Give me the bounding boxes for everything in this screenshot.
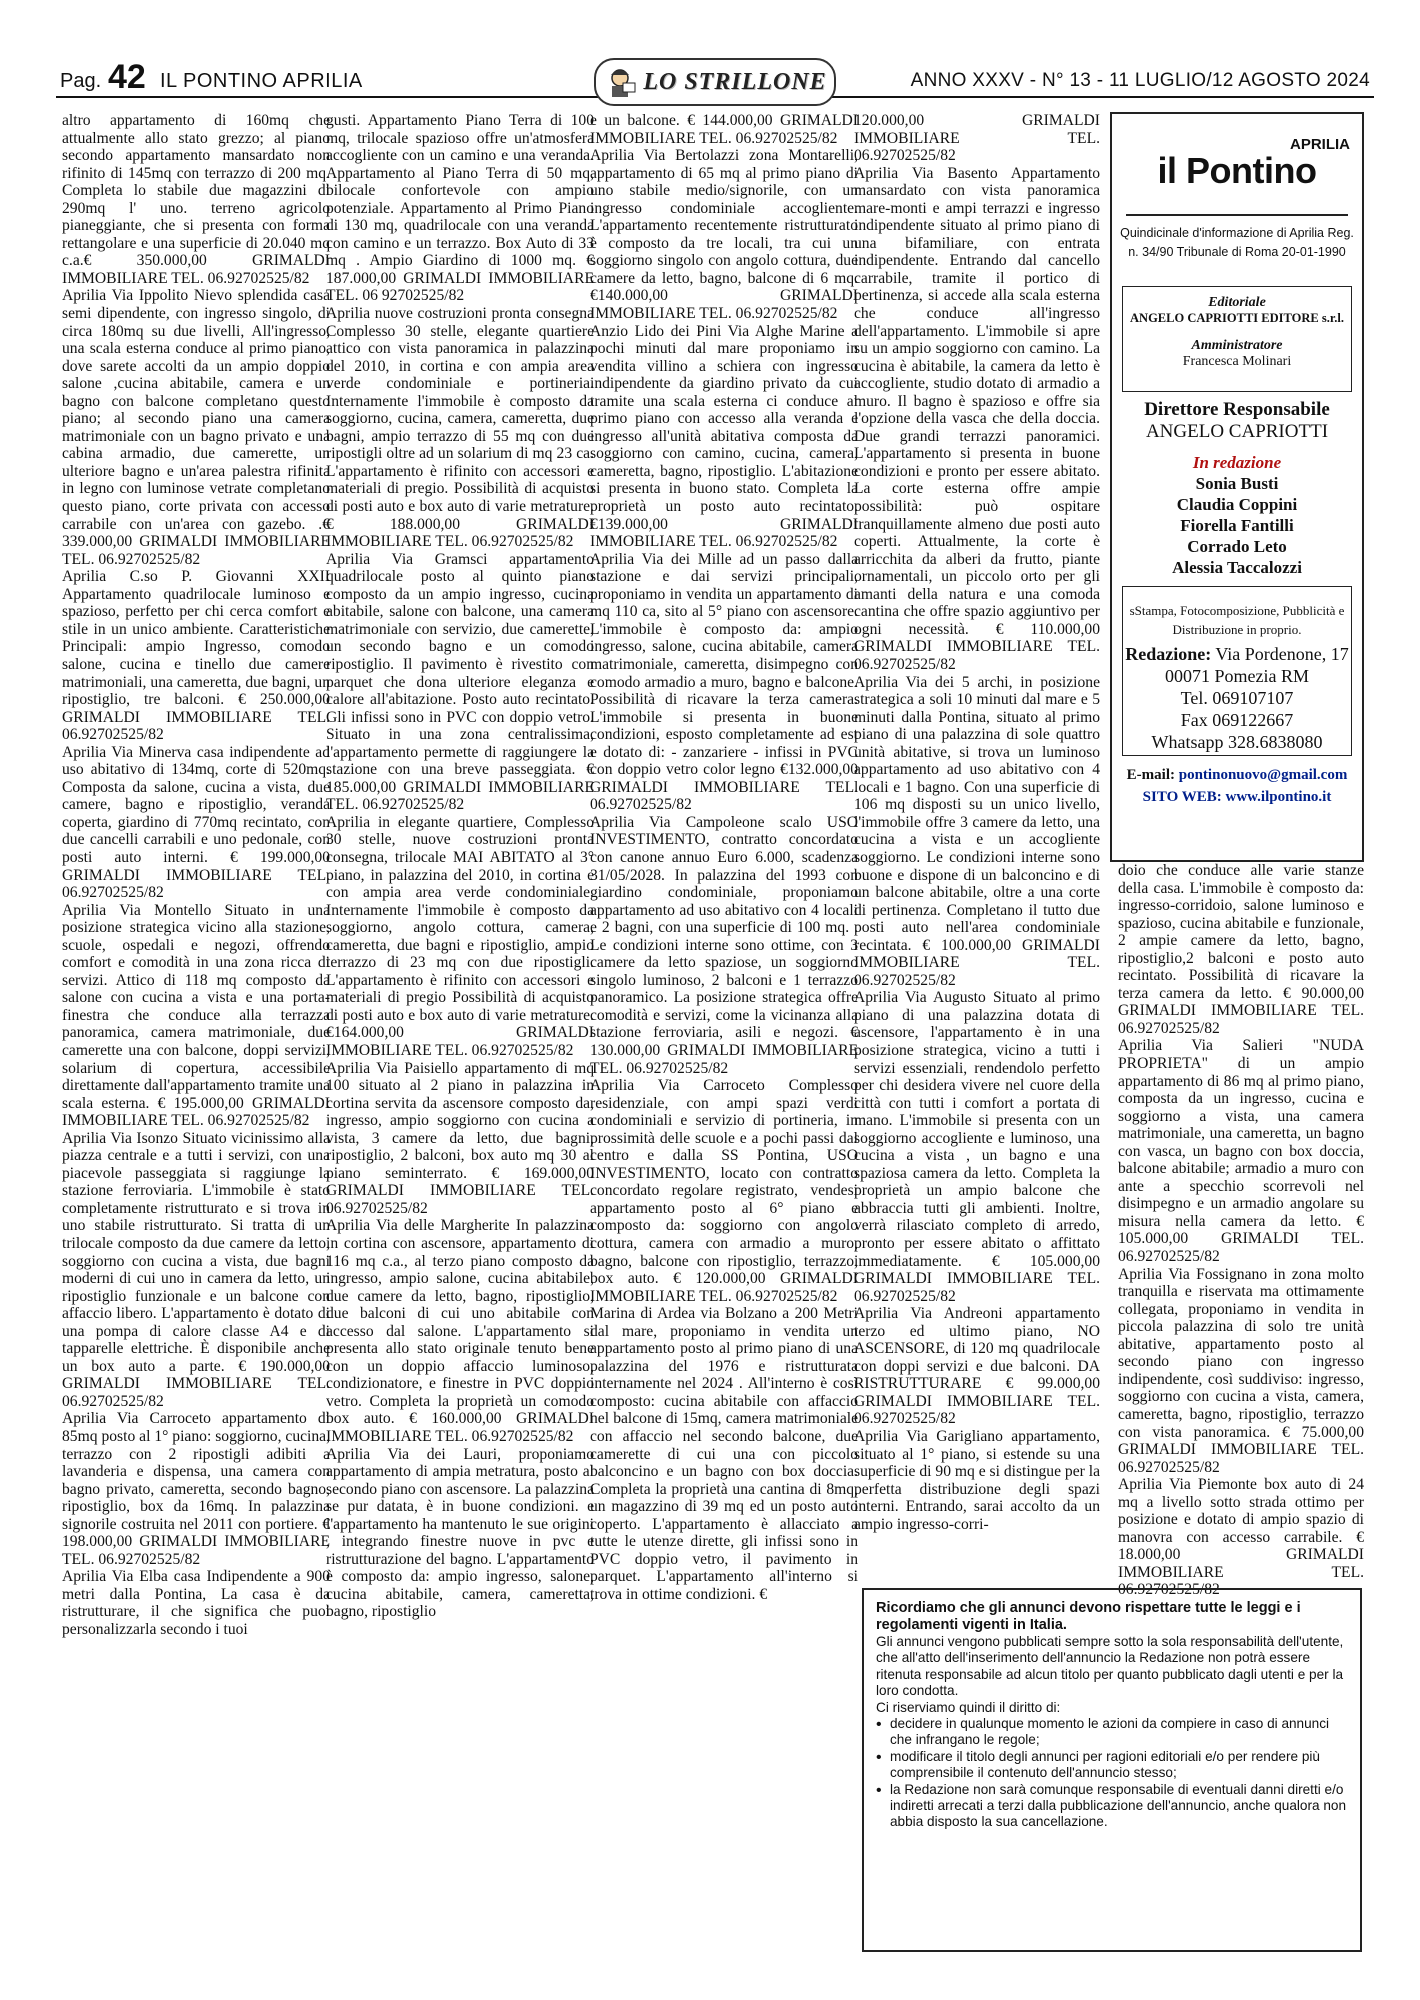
bullet-icon: •: [876, 1781, 882, 1799]
bullet-icon: •: [876, 1716, 882, 1734]
divider: [1126, 214, 1348, 216]
ads-column-1: [62, 112, 330, 1639]
ad-text: Aprilia Via Ippolito Nievo splendida casa semi dipendente, con ingresso singolo, di circa 180mq su due livelli, All'ingresso, una scala esterna conduce al primo piano, dove sarete accolti da un ampio doppio salone ,cucina abitabile, camera e un bagno con balcone completano questo piano; al secondo piano una camera matrimoniale con un bagno privato e una cabina armadio, due camerette, un ulteriore bagno e un'area palestra rifinita in legno con luminose vetrate completano questo piano, corte privata con accesso carrabile con un'area con gazebo. .€ 339.000,00 GRIMALDI IMMOBILIARE TEL. 06.92702525/82: [62, 287, 330, 568]
office-label: Redazione:: [1125, 644, 1212, 664]
staff-member: Sonia Busti: [1195, 474, 1279, 493]
address-line-1: Via Pordenone, 17: [1215, 644, 1349, 664]
director-label: Direttore Responsabile: [1144, 399, 1330, 420]
staff-label: In redazione: [1192, 453, 1282, 472]
staff-member: Corrado Leto: [1187, 537, 1287, 556]
ad-text: Aprilia Via Carroceto Complesso residenziale, con ampi spazi verdi condominiali e servizio di portineria, in prossimità delle scuole e a pochi passi dal centro e dalla SS Pontina, USO INVESTIMENTO, locato con contratto concordato regolare registrato, vendesi appartamento posto al 6° piano e composto da: soggiorno con angolo cottura, camera con armadio a muro, bagno, balcone con ripostiglio, terrazzo, box auto. € 120.000,00 GRIMALDI IMMOBILIARE TEL. 06.92702525/82: [590, 1077, 858, 1305]
director-block: [1112, 399, 1362, 443]
ad-text: Aprilia Via Piemonte box auto di 24 mq a livello sotto strada ottimo per posizione e dotato di ampio spazio di manovra con accesso carrabile. € 18.000,00 GRIMALDI IMMOBILIARE TEL. 06.92702525/82: [1118, 1476, 1364, 1599]
bullet-icon: •: [876, 1748, 882, 1766]
ad-text: Aprilia Via delle Margherite In palazzina in cortina con ascensore, appartamento di 116 mq c.a., al terzo piano composto da ingresso, ampio salone, cucina abitabile, due camere da letto, bagno, ripostiglio, due balconi di cui uno abitabile con accesso dal salone. L'appartamento si presenta allo stato originale tenuto bene con un doppio affaccio luminoso, condizionatore, e finestre in PVC doppio vetro. Completa la proprietà un comodo box auto. € 160.000,00 GRIMALDI IMMOBILIARE TEL. 06.92702525/82: [326, 1217, 594, 1446]
services-text: sStampa, Fotocomposizione, Pubblicità e Distribuzione in proprio.: [1129, 603, 1345, 637]
address-line-2: 00071 Pomezia RM: [1165, 666, 1309, 686]
ad-text: Aprilia Via Andreoni appartamento terzo ed ultimo piano, NO ASCENSORE, di 120 mq quadrilocale con doppi servizi e due balconi. DA RISTRUTTURARE € 99.000,00 GRIMALDI IMMOBILIARE TEL. 06.92702525/82: [854, 1305, 1100, 1428]
ad-text: Aprilia Via Garigliano appartamento, situato al 1° piano, si estende su una superficie di 90 mq e si distingue per la perfetta distribuzione degli spazi interni. Entrando, sarai accolto da un ampio ingresso-corri-: [854, 1428, 1100, 1533]
staff-member: Alessia Taccalozzi: [1172, 558, 1302, 577]
ad-text: Aprilia in elegante quartiere, Complesso 30 stelle, nuove costruzioni pronta consegna, trilocale MAI ABITATO al 3° piano, in palazzina del 2010, in cortina e con ampia area verde condominiale. Internamente l'immobile è composto da soggiorno, angolo cottura, camera, cameretta, due bagni e ripostiglio, ampio terrazzo di 23 mq con due ripostigli. L'appartamento è rifinito con accessori e materiali di pregio Possibilità di acquisto di posti auto e box auto di varie metrature. €164.000,00 GRIMALDI IMMOBILIARE TEL. 06.92702525/82: [326, 813, 594, 1059]
ad-text: Aprilia Via Carroceto appartamento di 85mq posto al 1° piano: soggiorno, cucina, terrazzo con 2 ripostigli adibiti a lavanderia e dispensa, una camera con bagno privato, cameretta, secondo bagno, ripostiglio, box da 16mq. In palazzina signorile costruita nel 2011 con portiere. € 198.000,00 GRIMALDI IMMOBILIARE TEL. 06.92702525/82: [62, 1410, 330, 1568]
notice-bullet-text: decidere in qualunque momento le azioni da compiere in caso di annunci che infrangano le regole;: [890, 1716, 1330, 1748]
editor-box: [1122, 286, 1352, 392]
contact-box: [1122, 586, 1352, 756]
page-number: 42: [108, 58, 146, 96]
ad-text: Aprilia Via Elba casa Indipendente a 900 metri dalla Pontina, La casa è da ristrutturare, il che significa che puoi personalizzarla secondo i tuoi: [62, 1568, 330, 1639]
logo-text: LO STRILLONE: [643, 68, 827, 95]
ad-text: Aprilia Via Campoleone scalo USO INVESTIMENTO, contratto concordato con canone annuo Euro 6.000, scadenza 31/05/2028. In palazzina del 1993 con giardino condominiale, proponiamo appartamento ad uso abitativo con 4 locali e 2 bagni, con una superficie di 100 mq. . Le condizioni interne sono ottime, con 3 camere da letto spaziose, un soggiorno singolo luminoso, 2 balconi e 1 terrazzo panoramico. La posizione strategica offre comodità e servizi, come la vicinanza alla stazione ferroviaria, asili e negozi. € 130.000,00 GRIMALDI IMMOBILIARE TEL. 06.92702525/82: [590, 813, 858, 1077]
notice-bullet: [876, 1749, 1348, 1782]
web-link[interactable]: www.ilpontino.it: [1225, 789, 1332, 805]
admin-label: Amministratore: [1191, 338, 1283, 353]
staff-member: Fiorella Fantilli: [1180, 516, 1294, 535]
ad-text: Aprilia Via Minerva casa indipendente ad uso abitativo di 134mq, corte di 520mq. Composta da salone, cucina a vista, due camere, bagno e ripostiglio, veranda coperta, giardino di 770mq recintato, con due cancelli carrabili e uno pedonale, con posti auto interni. € 199.000,00 GRIMALDI IMMOBILIARE TEL. 06.92702525/82: [62, 743, 330, 902]
page-label: Pag.: [60, 70, 102, 92]
masthead-box: [1110, 112, 1364, 862]
notice-intro: Ci riserviamo quindi il diritto di:: [876, 1699, 1061, 1715]
masthead-description: Quindicinale d'informazione di Aprilia Reg. n. 34/90 Tribunale di Roma 20-01-1990: [1120, 226, 1354, 259]
issue-info: ANNO XXXV - N° 13 - 11 LUGLIO/12 AGOSTO 2024: [910, 70, 1370, 91]
ad-text: Aprilia Via Isonzo Situato vicinissimo alla piazza centrale e a tutti i servizi, con una piacevole passeggiata si raggiunge la stazione ferroviaria. L'immobile è stato completamente ristrutturato e si trova in uno stabile ristrutturato. Si tratta di un trilocale composto da due camere da letto, soggiorno con cucina a vista, due bagni moderni di cui uno in camera da letto, un ripostiglio funzionale e un balcone con affaccio libero. L'appartamento è dotato di una pompa di calore classe A4 e di tapparelle elettriche. È disponibile anche un box auto a parte. € 190.000,00 GRIMALDI IMMOBILIARE TEL. 06.92702525/82: [62, 1129, 330, 1410]
ad-text: Aprilia Via Gramsci appartamento quadrilocale posto al quinto piano composto da un ampio ingresso, cucina abitabile, salone con balcone, una camera matrimoniale con servizio, due camerette, un secondo bagno e un comodo ripostiglio. Il pavimento è rivestito con parquet che dona ulteriore eleganza e calore all'abitazione. Posto auto recintato. Gli infissi sono in PVC con doppio vetro. Situato in una zona centralissima, l'appartamento permette di raggiungere la stazione con una breve passeggiata. € 185.000,00 GRIMALDI IMMOBILIARE TEL. 06.92702525/82: [326, 550, 594, 814]
ad-text: doio che conduce alle varie stanze della casa. L'immobile è composto da: ingresso-corridoio, salone luminoso e spazioso, cucina abitabile e funzionale, 2 ampie camere da letto, bagno, ripostiglio,2 balconi e posto auto recintato. Possibilità di ricavare la terza camera da letto. € 90.000,00 GRIMALDI IMMOBILIARE TEL. 06.92702525/82: [1118, 862, 1364, 1037]
ad-text: Aprilia Via Basento Appartamento mansardato con vista panoramica mare-monti e ampi terrazzi e ingresso indipendente situato al primo piano di una bifamiliare, con entrata indipendente. Entrando dal cancello carrabile, tramite il portico di pertinenza, si accede alla scala esterna che conduce all'ingresso dell'appartamento. L'immobile si apre su un ampio soggiorno con camino. La cucina è abitabile, la camera da letto è accogliente, studio dotato di armadio a muro. Il bagno è spazioso e offre sia l'opzione della vasca che della doccia. Due grandi terrazzi panoramici. L'appartamento si presenta in buone condizioni e pronto per essere abitato. La corte esterna offre ampie possibilità: può ospitare tranquillamente almeno due posti auto coperti. Attualmente, la corte è arricchita da alberi da frutto, piante ornamentali, un piccolo orto per gli amanti della natura e una comoda cantina che offre spazio aggiuntivo per ogni necessità. € 110.000,00 GRIMALDI IMMOBILIARE TEL. 06.92702525/82: [854, 164, 1100, 673]
notice-heading: Ricordiamo che gli annunci devono rispettare tutte le leggi e i regolamenti vigenti in Italia.: [876, 1600, 1301, 1633]
ad-text: gusti. Appartamento Piano Terra di 100 mq, trilocale spazioso offre un'atmosfera accogliente con un camino e una veranda. Appartamento al Piano Terra di 50 mq, bilocale confortevole con ampio potenziale. Appartamento al Primo Piano di 130 mq, quadrilocale con una veranda con camino e un terrazzo. Box Auto di 33 mq . Ampio Giardino di 1000 mq. € 187.000,00 GRIMALDI IMMOBILIARE TEL. 06 92702525/82: [326, 112, 594, 305]
publication-name: IL PONTINO APRILIA: [160, 70, 363, 92]
fax: Fax 069122667: [1180, 710, 1294, 730]
ad-text: altro appartamento di 160mq che attualmente allo stato grezzo; al piano secondo appartamento mansardato non rifinito di 145mq con terrazzo di 200 mq. Completa lo stabile due magazzini di 290mq l' uno. terreno agricolo pianeggiante, che si presenta con forma rettangolare e una superficie di 20.040 mq c.a.€ 350.000,00 GRIMALDI IMMOBILIARE TEL. 06.92702525/82: [62, 112, 330, 287]
ad-text: e un balcone. € 144.000,00 GRIMALDI IMMOBILIARE TEL. 06.92702525/82: [590, 112, 858, 147]
staff-block: [1112, 452, 1362, 578]
masthead-city: APRILIA: [1290, 136, 1350, 153]
ads-column-5: [1118, 862, 1364, 1599]
ads-column-4: [854, 112, 1100, 1533]
telephone: Tel. 069107107: [1180, 688, 1294, 708]
masthead-title: il Pontino: [1157, 150, 1317, 191]
web-contacts: [1112, 754, 1362, 808]
ads-column-2: [326, 112, 594, 1621]
ad-text: Aprilia Via Fossignano in zona molto tranquilla e riservata ma ottimamente collegata, proponiamo in vendita in piccola palazzina di solo tre unità abitative, appartamento posto al secondo piano con ingresso indipendente, così suddiviso: ingresso, soggiorno con cucina a vista, camera, cameretta, bagno, ripostiglio, terrazzo con vista panoramica. € 75.000,00 GRIMALDI IMMOBILIARE TEL. 06.92702525/82: [1118, 1265, 1364, 1476]
ad-text: Aprilia Via Augusto Situato al primo piano di una palazzina dotata di ascensore, l'appartamento è in una posizione strategica, vicino a tutti i servizi essenziali, rendendolo perfetto per chi desidera vivere nel cuore della città con tutti i comfort a portata di mano. L'immobile si presenta con un soggiorno accogliente e luminoso, una cucina a vista , un bagno e una spaziosa camera da letto. Completa la proprietà un ampio balcone che abbraccia tutti gli ambienti. Inoltre, verrà rilasciato completo di arredo, pronto per essere abitato o affittato immediatamente. € 105.000,00 GRIMALDI IMMOBILIARE TEL. 06.92702525/82: [854, 989, 1100, 1305]
director-name: ANGELO CAPRIOTTI: [1145, 421, 1329, 442]
staff-member: Claudia Coppini: [1176, 495, 1298, 514]
ad-text: Aprilia Via Salieri "NUDA PROPRIETA" di un ampio appartamento di 86 mq al primo piano, composta da un ingresso, cucina e soggiorno a vista, una camera matrimoniale, una cameretta, un bagno con vasca, un bagno con box doccia, balcone abitabile; armadio a muro con ante a specchio scorrevoli nel disimpegno e un armadio angolare su misura nella camera da letto. € 105.000,00 GRIMALDI TEL. 06.92702525/82: [1118, 1037, 1364, 1266]
ad-text: 120.000,00 GRIMALDI IMMOBILIARE TEL. 06.92702525/82: [854, 112, 1100, 165]
ad-text: Marina di Ardea via Bolzano a 200 Metri dal mare, proponiamo in vendita un appartamento posto al primo piano di una palazzina del 1976 e ristrutturata internamente nel 2024 . All'interno è così composto: cucina abitabile con affaccio nel balcone di 15mq, camera matrimoniale con affaccio nel secondo balcone, due camerette di cui una con piccolo balconcino e un bagno con box doccia. Completa la proprietà una cantina di 8mq, un magazzino di 39 mq ed un posto auto coperto. L'appartamento è allacciato a tutte le utenze dirette, gli infissi sono in PVC doppio vetro, il pavimento in parquet. L'appartamento all'interno si trova in ottime condizioni. €: [590, 1305, 858, 1603]
ad-text: Aprilia Via dei 5 archi, in posizione strategica a soli 10 minuti dal mare e 5 minuti dalla Pontina, situato al primo piano di una palazzina di sole quattro unità abitative, si trova un luminoso appartamento ad uso abitativo con 4 locali e 1 bagno. Con una superficie di 106 mq disposti su un unico livello, l'immobile offre 3 camere da letto, una cucina a vista e un accogliente soggiorno. Le condizioni interne sono buone e dispone di un balconcino e di un balcone abitabile, oltre a una corte di pertinenza. Completano il tutto due posti auto nell'area condominiale recintata. € 100.000,00 GRIMALDI IMMOBILIARE TEL. 06.92702525/82: [854, 673, 1100, 989]
ad-text: Aprilia Via Montello Situato in una posizione strategica vicino alla stazione, scuole, ospedali e negozi, offrendo comfort e comodità in una zona ricca di servizi. Attico di 118 mq composto da salone con cucina a vista e una porta-finestra che conduce alla terrazza panoramica, camera matrimoniale, due camerette una con balcone, doppi servizi, solarium di copertura, accessibile direttamente dall'appartamento tramite una scala esterna. € 195.000,00 GRIMALDI IMMOBILIARE TEL. 06.92702525/82: [62, 901, 330, 1130]
editor-name: ANGELO CAPRIOTTI EDITORE s.r.l.: [1130, 311, 1344, 325]
editor-label: Editoriale: [1208, 295, 1266, 310]
whatsapp: Whatsapp 328.6838080: [1151, 732, 1323, 752]
notice-body: Gli annunci vengono pubblicati sempre sotto la sola responsabilità dell'utente, che all'atto dell'inserimento dell'annuncio la Redazione non potrà essere ritenuta responsabile ad alcun titolo per quanto pubblicato dagli utenti e per la loro condotta.: [876, 1634, 1344, 1699]
ad-text: Aprilia Via Paisiello appartamento di mq 100 situato al 2 piano in palazzina in cortina servita da ascensore composto da, ingresso, ampio soggiorno con cucina a vista, 3 camere da letto, due bagni, ripostiglio, 2 balconi, box auto mq 30 al piano seminterrato. € 169.000,00 GRIMALDI IMMOBILIARE TEL. 06.92702525/82: [326, 1059, 594, 1217]
notice-bullet-text: modificare il titolo degli annunci per ragioni editoriali e/o per rendere più comprensibile il contenuto dell'annuncio stesso;: [890, 1748, 1320, 1781]
notice-bullet: [876, 1782, 1348, 1831]
email-label: E-mail:: [1126, 767, 1175, 783]
notice-bullet-text: la Redazione non sarà comunque responsabile di eventuali danni diretti e/o indiretti arrecati a terzi dalla pubblicazione dell'annuncio, anche qualora non abbia disposto la sua cancellazione.: [890, 1781, 1347, 1830]
web-label: SITO WEB:: [1142, 789, 1222, 805]
ad-text: Anzio Lido dei Pini Via Alghe Marine a pochi minuti dal mare proponiamo in vendita villino a schiera con ingresso indipendente da giardino privato da cui tramite una scala esterna ci conduce al primo piano con accesso alla veranda e ingresso all'unità abitativa composta da soggiorno con camino, cucina, camera, cameretta, bagno, ripostiglio. L'abitazione si presenta in buono stato. Completa la proprietà un posto auto recintato. €139.000,00 GRIMALDI IMMOBILIARE TEL. 06.92702525/82: [590, 322, 858, 551]
ad-text: Aprilia Via Bertolazzi zona Montarelli, appartamento di 65 mq al primo piano di uno stabile medio/signorile, con un ingresso condominiale accogliente. L'appartamento recentemente ristrutturato è composto da tre locali, tra cui un soggiorno singolo con angolo cottura, due camere da letto, bagno, balcone di 6 mq. €140.000,00 GRIMALDI IMMOBILIARE TEL. 06.92702525/82: [590, 147, 858, 323]
strillone-logo: [594, 58, 836, 106]
email-link[interactable]: pontinonuovo@gmail.com: [1178, 767, 1348, 783]
admin-name: Francesca Molinari: [1182, 354, 1292, 369]
notice-bullet: [876, 1716, 1348, 1749]
ad-text: Aprilia nuove costruzioni pronta consegna Complesso 30 stelle, elegante quartiere attico con vista panoramica in palazzina del 2010, in cortina e con ampia area verde condominiale e portineria. Internamente l'immobile è composto da soggiorno, cucina, camera, cameretta, due bagni, ampio terrazzo di 55 mq con due ripostigli oltre ad un solarium di mq 23 ca. L'appartamento è rifinito con accessori e materiali di pregio. Possibilità di acquisto di posti auto e box auto di varie metrature. € 188.000,00 GRIMALDI IMMOBILIARE TEL. 06.92702525/82: [326, 305, 594, 551]
newsboy-icon: [603, 65, 637, 99]
ad-text: Aprilia Via dei Mille ad un passo dalla stazione e dai servizi principali, proponiamo in vendita un appartamento di mq 110 ca, sito al 5° piano con ascensore. L'immobile è composto da: ampio ingresso, salone, cucina abitabile, camera matrimoniale, cameretta, disimpegno con comodo armadio a muro, bagno e balcone. Possibilità di ricavare la terza camera. L'immobile si presenta in buone condizioni, esposto completamente ad est e dotato di: - zanzariere - infissi in PVC con doppio vetro color legno €132.000,00 GRIMALDI IMMOBILIARE TEL. 06.92702525/82: [590, 550, 858, 814]
legal-notice: [862, 1588, 1362, 1952]
ad-text: Aprilia Via dei Lauri, proponiamo appartamento di ampia metratura, posto al secondo piano con ascensore. La palazzina se pur datata, è in buone condizioni. e l'appartamento ha mantenuto le sue origini , integrando finestre nuove in pvc e ristrutturazione del bagno. L'appartamento è composto da: ampio ingresso, salone, cucina abitabile, camera, cameretta, bagno, ripostiglio: [326, 1445, 594, 1621]
ads-column-3: [590, 112, 858, 1603]
ad-text: Aprilia C.so P. Giovanni XXII Appartamento quadrilocale luminoso e spazioso, perfetto per chi cerca comfort e stile in un unico ambiente. Caratteristiche Principali: ampio Ingresso, comodo salone, cucina e tinello due camere matrimoniali, una cameretta, due bagni, un ripostiglio, tre balconi. € 250.000,00 GRIMALDI IMMOBILIARE TEL. 06.92702525/82: [62, 568, 330, 744]
